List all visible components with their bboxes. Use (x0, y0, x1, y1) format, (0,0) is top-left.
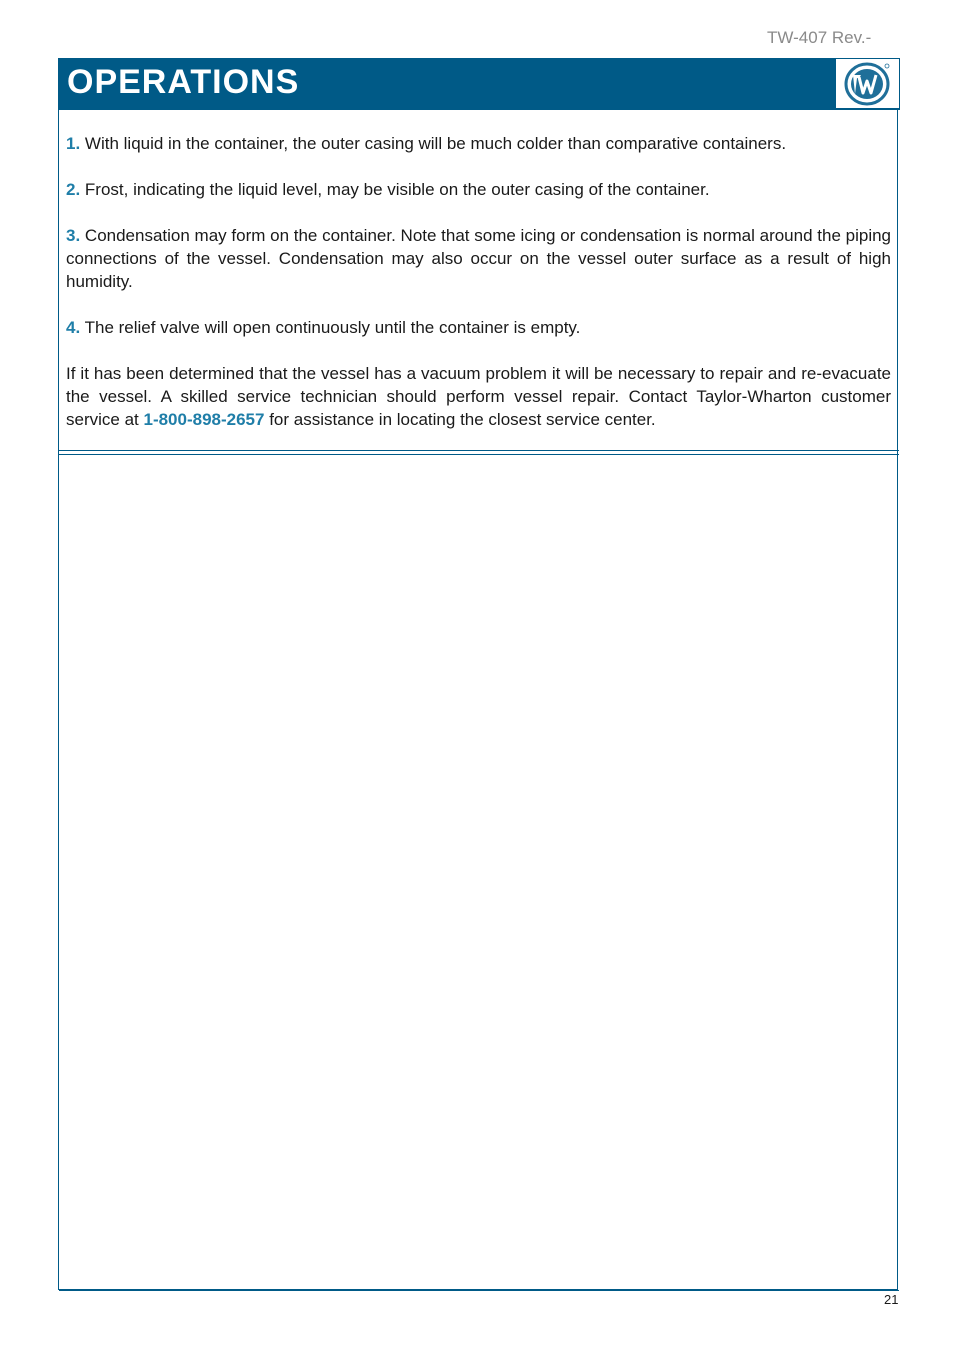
item-text: Condensation may form on the container. Note that some icing or condensation is normal around the piping connections of the vessel. Condensation may also occur on the vessel outer surface as a result of high humidity. (66, 226, 891, 291)
list-item (66, 178, 891, 201)
item-text: With liquid in the container, the outer casing will be much colder than comparative containers. (80, 134, 787, 153)
item-number: 3. (66, 226, 81, 245)
tw-logo-icon (842, 61, 892, 107)
list-item (66, 316, 891, 339)
list-item (66, 132, 891, 155)
divider-line (59, 454, 899, 455)
item-number: 4. (66, 318, 81, 337)
document-id: TW-407 Rev.- (767, 28, 872, 47)
logo-box (836, 59, 899, 108)
closing-paragraph (66, 362, 891, 431)
item-number: 2. (66, 180, 81, 199)
item-text: Frost, indicating the liquid level, may be visible on the outer casing of the container. (80, 180, 710, 199)
section-header (58, 58, 900, 110)
divider-line (59, 450, 899, 451)
list-item (66, 224, 891, 293)
item-number: 1. (66, 134, 81, 153)
content-body (66, 132, 891, 454)
closing-text-end: for assistance in locating the closest service center. (264, 410, 656, 429)
item-text: The relief valve will open continuously until the container is empty. (80, 318, 581, 337)
phone-number: 1-800-898-2657 (143, 410, 265, 429)
bottom-border (59, 1290, 899, 1291)
closing-text: If it has been determined that the vessel has a vacuum problem it will be necessary to repair and re-evacuate the vessel. A skilled service technician should perform vessel repair. Contact Taylor-Wharton customer service at (66, 364, 891, 429)
page-number: 21 (884, 1292, 899, 1307)
section-title: OPERATIONS (67, 63, 300, 101)
